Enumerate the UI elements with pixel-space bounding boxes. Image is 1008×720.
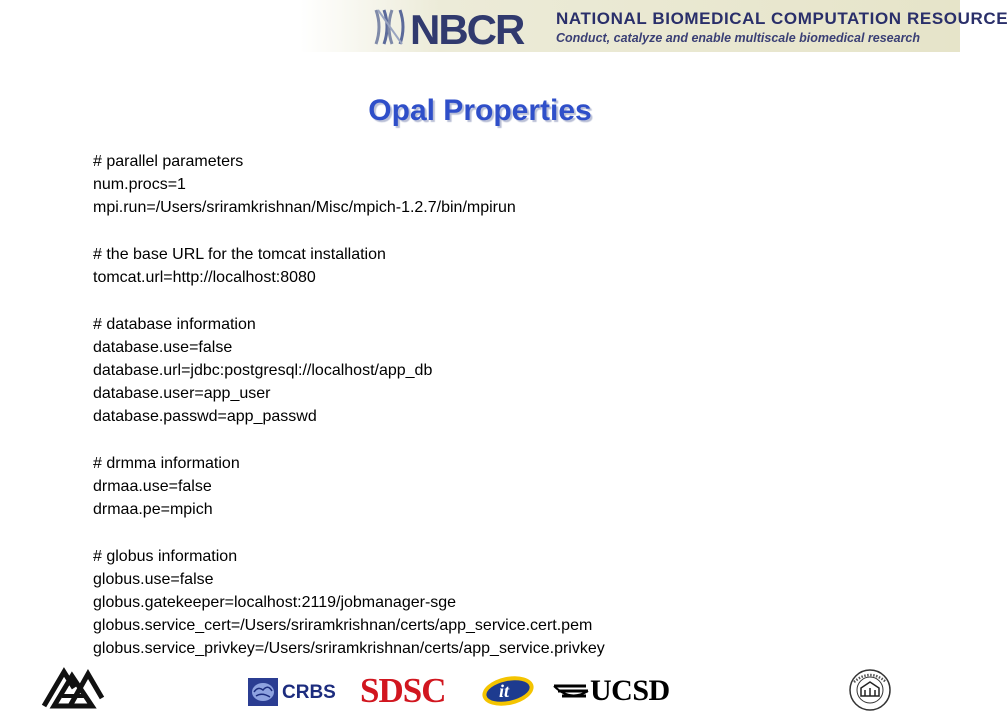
ucsd-logo-text: UCSD — [590, 674, 670, 707]
property-line: drmaa.pe=mpich — [93, 501, 213, 518]
calit2-logo-text: it — [499, 681, 510, 701]
property-line: globus.gatekeeper=localhost:2119/jobmanager-sge — [93, 594, 457, 611]
property-line: database.user=app_user — [93, 385, 271, 402]
sdsc-logo-text: SDSC — [360, 671, 446, 710]
database-comment: # database information — [93, 316, 256, 333]
property-line: globus.service_cert=/Users/sriramkrishnan/certs/app_service.cert.pem — [93, 617, 593, 634]
property-line: globus.use=false — [93, 571, 214, 588]
parallel-section — [93, 150, 913, 219]
property-line: database.passwd=app_passwd — [93, 408, 317, 425]
property-line: globus.service_privkey=/Users/sriramkrishnan/certs/app_service.privkey — [93, 640, 605, 657]
tomcat-section — [93, 243, 913, 289]
brain-icon — [248, 678, 278, 706]
banner-title: NATIONAL BIOMEDICAL COMPUTATION RESOURCE — [556, 9, 1008, 28]
interlocking-logo-icon — [40, 666, 106, 712]
section-gap — [93, 521, 913, 545]
property-line: num.procs=1 — [93, 176, 186, 193]
slide-title: Opal Properties — [368, 94, 592, 127]
calit2-logo — [480, 674, 536, 708]
property-line: drmaa.use=false — [93, 478, 212, 495]
property-line: tomcat.url=http://localhost:8080 — [93, 269, 316, 286]
nih-seal-icon — [848, 666, 892, 714]
section-gap — [93, 289, 913, 313]
properties-listing — [93, 150, 913, 660]
header-banner — [0, 0, 1008, 53]
drmaa-comment: # drmma information — [93, 455, 240, 472]
nbcr-logo — [372, 4, 540, 53]
parallel-comment: # parallel parameters — [93, 153, 244, 170]
section-gap — [93, 428, 913, 452]
crbs-logo-text: CRBS — [282, 682, 336, 703]
property-line: database.url=jdbc:postgresql://localhost/app_db — [93, 362, 433, 379]
property-line: database.use=false — [93, 339, 233, 356]
globus-comment: # globus information — [93, 548, 238, 565]
section-gap — [93, 219, 913, 243]
globus-section — [93, 545, 913, 660]
tomcat-comment: # the base URL for the tomcat installation — [93, 246, 386, 263]
banner-subtitle: Conduct, catalyze and enable multiscale biomedical research — [556, 31, 921, 45]
property-line: mpi.run=/Users/sriramkrishnan/Misc/mpich-1.2.7/bin/mpirun — [93, 199, 516, 216]
database-section — [93, 313, 913, 428]
ucsd-wave-icon — [552, 680, 590, 702]
nbcr-logo-text: NBCR — [410, 6, 524, 53]
drmaa-section — [93, 452, 913, 521]
